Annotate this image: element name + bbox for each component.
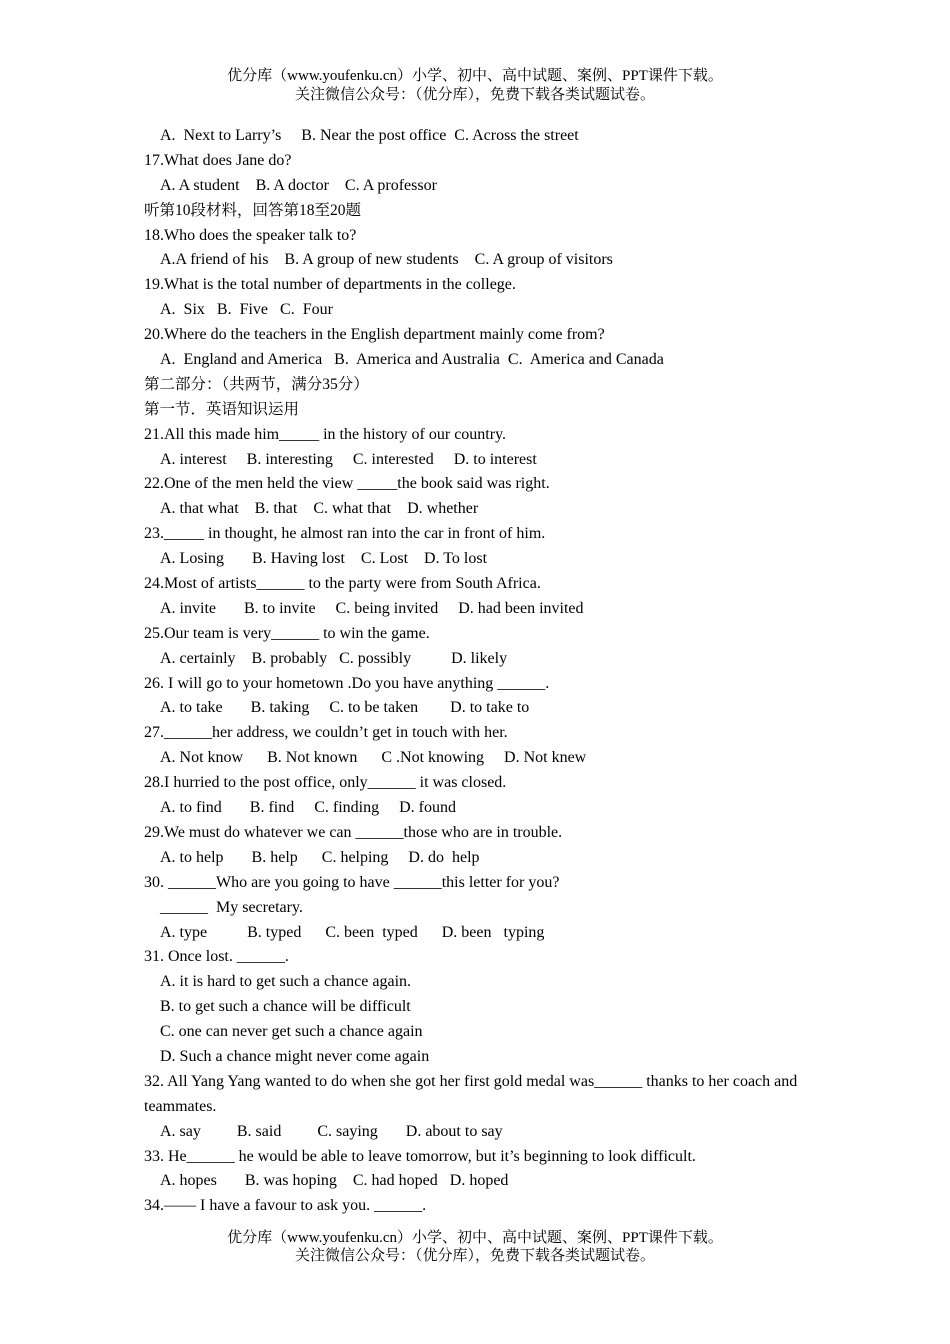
q30-options: A. type B. typed C. been typed D. been typing: [160, 923, 545, 941]
q30-answer-line: ______ My secretary.: [160, 898, 303, 916]
q28-question: 28.I hurried to the post office, only______ it was closed.: [144, 774, 507, 792]
part-two-heading: 第二部分：（共两节，满分35分）: [144, 375, 369, 393]
q20-options: A. England and America B. America and Australia C. America and Canada: [160, 351, 664, 369]
q22-question: 22.One of the men held the view _____the book said was right.: [144, 475, 550, 493]
q18-options: A.A friend of his B. A group of new students C. A group of visitors: [160, 251, 613, 269]
q23-options: A. Losing B. Having lost C. Lost D. To lost: [160, 550, 488, 568]
q21-options: A. interest B. interesting C. interested D. to interest: [160, 450, 537, 468]
q27-options: A. Not know B. Not known C .Not knowing D. Not knew: [160, 749, 587, 767]
section-instruction-10: 听第10段材料，回答第18至20题: [144, 201, 362, 219]
q28-options: A. to find B. find C. finding D. found: [160, 799, 456, 817]
footer-line-2: 关注微信公众号：（优分库），免费下载各类试题试卷。: [294, 1248, 655, 1264]
q30-question: 30. ______Who are you going to have ______this letter for you?: [144, 873, 560, 891]
q31-question: 31. Once lost. ______.: [144, 948, 289, 966]
q26-options: A. to take B. taking C. to be taken D. to take to: [160, 699, 530, 717]
q21-question: 21.All this made him_____ in the history of our country.: [144, 425, 507, 443]
exam-content: [144, 124, 816, 1219]
q31-option-b: B. to get such a chance will be difficult: [160, 998, 411, 1016]
q31-option-c: C. one can never get such a chance again: [160, 1023, 423, 1041]
q31-option-a: A. it is hard to get such a chance again.: [160, 973, 412, 991]
q18-question: 18.Who does the speaker talk to?: [144, 226, 357, 244]
q20-question: 20.Where do the teachers in the English department mainly come from?: [144, 326, 605, 344]
q25-question: 25.Our team is very______ to win the game.: [144, 624, 430, 642]
q25-options: A. certainly B. probably C. possibly D. likely: [160, 649, 508, 667]
q32-options: A. say B. said C. saying D. about to say: [160, 1122, 503, 1140]
q33-options: A. hopes B. was hoping C. had hoped D. hoped: [160, 1172, 509, 1190]
q23-question: 23._____ in thought, he almost ran into the car in front of him.: [144, 525, 546, 543]
q16-options: A. Next to Larry’s B. Near the post office C. Across the street: [160, 127, 579, 144]
q22-options: A. that what B. that C. what that D. whether: [160, 500, 479, 518]
q26-question: 26. I will go to your hometown .Do you have anything ______.: [144, 674, 550, 692]
q29-options: A. to help B. help C. helping D. do help: [160, 848, 480, 866]
q32-question: 32. All Yang Yang wanted to do when she got her first gold medal was______ thanks to her coach and teammates.: [144, 1072, 798, 1115]
q33-question: 33. He______ he would be able to leave tomorrow, but it’s beginning to look difficult.: [144, 1147, 696, 1165]
section-one-heading: 第一节．英语知识运用: [144, 400, 300, 418]
q19-options: A. Six B. Five C. Four: [160, 301, 333, 319]
q27-question: 27.______her address, we couldn’t get in touch with her.: [144, 724, 508, 742]
q19-question: 19.What is the total number of departments in the college.: [144, 276, 516, 294]
q31-option-d: D. Such a chance might never come again: [160, 1047, 430, 1065]
footer-line-1: 优分库（www.youfenku.cn）小学、初中、高中试题、案例、PPT课件下载。: [227, 1230, 723, 1246]
q24-options: A. invite B. to invite C. being invited D. had been invited: [160, 599, 584, 617]
header-line-2: 关注微信公众号：（优分库），免费下载各类试题试卷。: [294, 87, 655, 103]
q34-question: 34.—— I have a favour to ask you. ______.: [144, 1197, 427, 1215]
q24-question: 24.Most of artists______ to the party were from South Africa.: [144, 575, 541, 593]
header-line-1: 优分库（www.youfenku.cn）小学、初中、高中试题、案例、PPT课件下载。: [227, 68, 723, 84]
q17-question: 17.What does Jane do?: [144, 151, 292, 169]
q29-question: 29.We must do whatever we can ______those who are in trouble.: [144, 823, 563, 841]
q17-options: A. A student B. A doctor C. A professor: [160, 176, 437, 194]
